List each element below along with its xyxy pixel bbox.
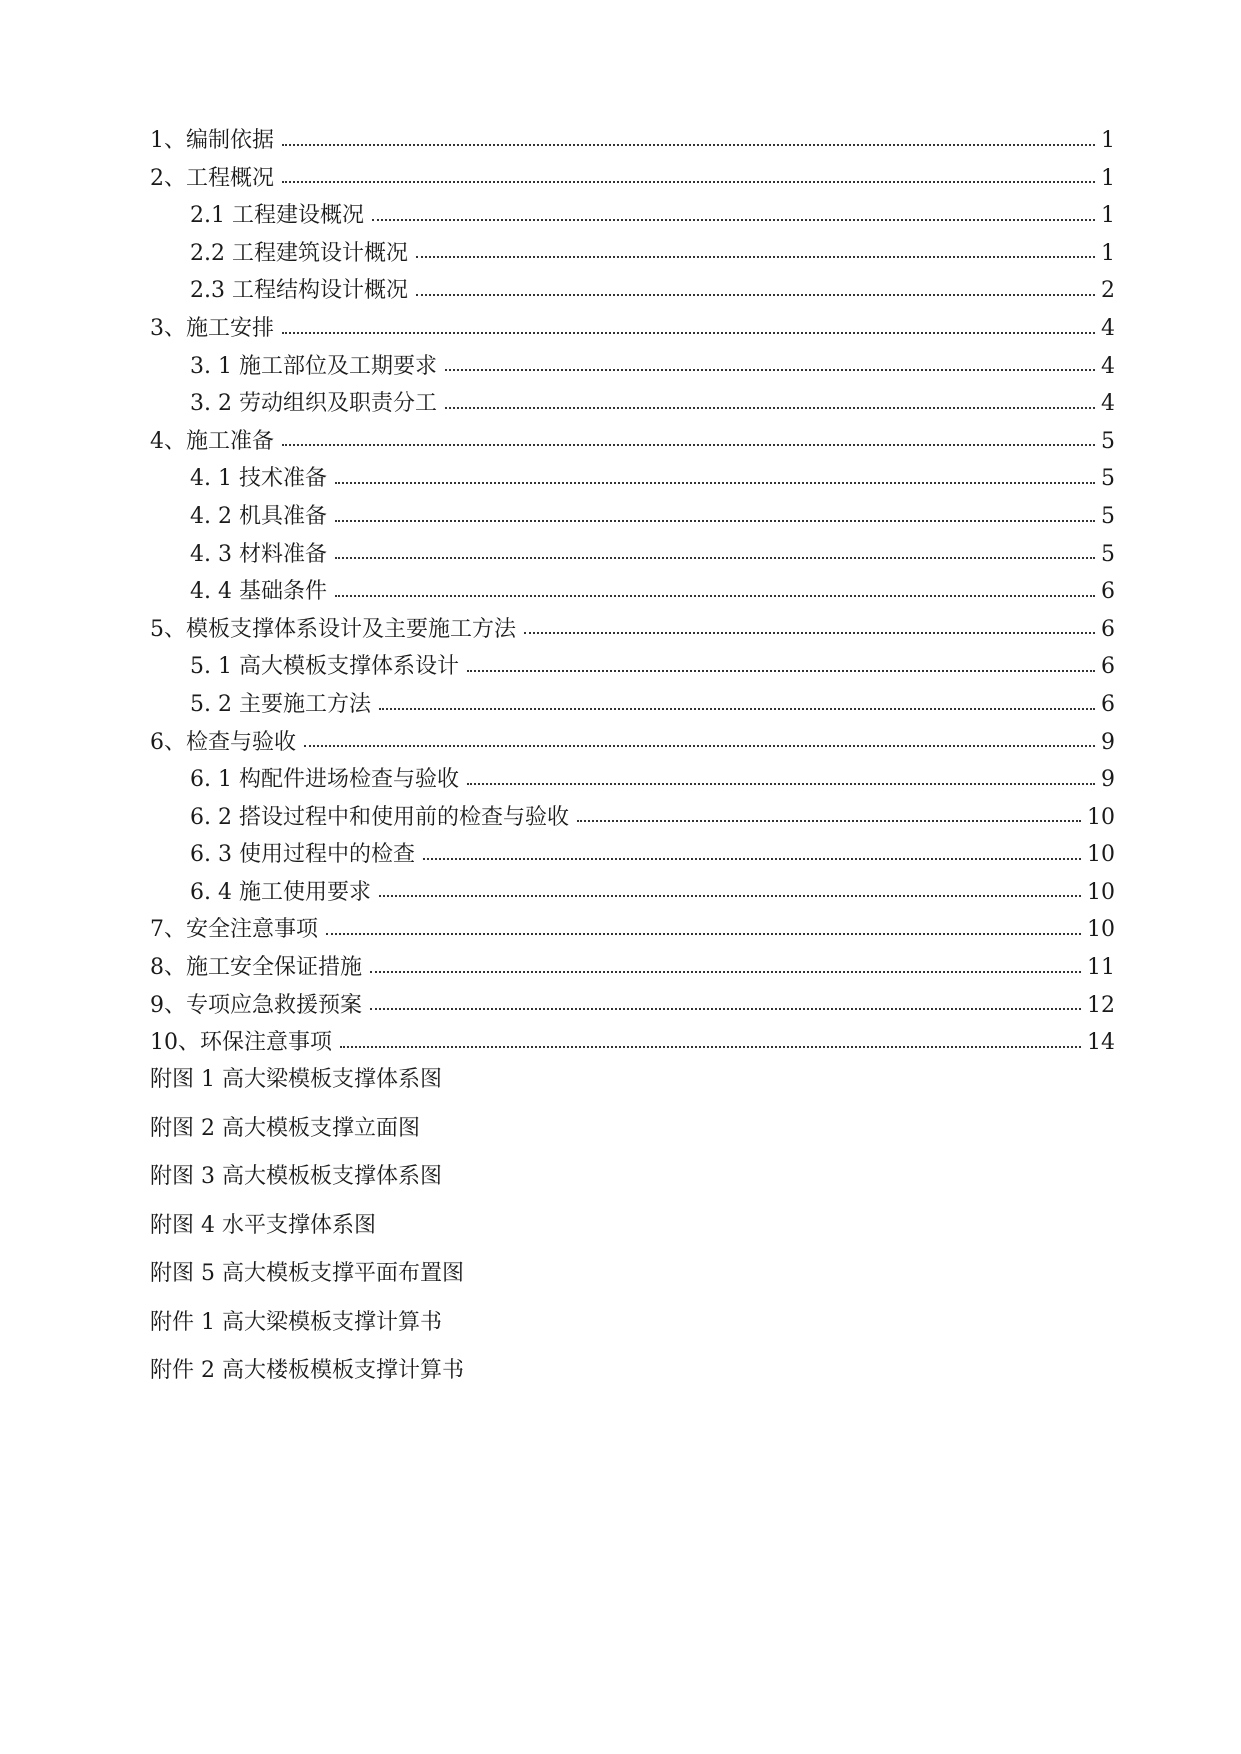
toc-entry-page: 1 — [1101, 165, 1115, 191]
toc-entry[interactable] — [150, 423, 1115, 461]
toc-entry-page: 10 — [1087, 842, 1115, 868]
toc-entry-page: 6 — [1101, 691, 1115, 717]
toc-leader-dots — [423, 858, 1081, 860]
toc-entry-title: 6. 4 施工使用要求 — [190, 879, 371, 905]
toc-leader-dots — [416, 256, 1095, 258]
toc-entry-page: 1 — [1101, 203, 1115, 229]
toc-entry-page: 10 — [1087, 804, 1115, 830]
toc-entry-page: 4 — [1101, 315, 1115, 341]
toc-entry-page: 5 — [1101, 428, 1115, 454]
toc-subentry[interactable] — [150, 573, 1115, 611]
toc-entry-page: 2 — [1101, 278, 1115, 304]
toc-subentry[interactable] — [150, 799, 1115, 837]
toc-entry-title: 9、专项应急救援预案 — [150, 992, 362, 1018]
toc-entry[interactable] — [150, 160, 1115, 198]
toc-entry-title: 3. 2 劳动组织及职责分工 — [190, 391, 437, 417]
toc-entry[interactable] — [150, 724, 1115, 762]
toc-leader-dots — [304, 745, 1095, 747]
toc-entry-title: 8、施工安全保证措施 — [150, 955, 362, 981]
toc-entry-page: 14 — [1087, 1030, 1115, 1056]
toc-subentry[interactable] — [150, 648, 1115, 686]
toc-entry-page: 10 — [1087, 917, 1115, 943]
toc-subentry[interactable] — [150, 348, 1115, 386]
toc-entry-title: 1、编制依据 — [150, 128, 274, 153]
toc-entry-page: 1 — [1101, 128, 1115, 153]
toc-entry-title: 6. 3 使用过程中的检查 — [190, 842, 415, 868]
appendix-item[interactable]: 附件 2 高大楼板模板支撑计算书 — [150, 1358, 464, 1383]
toc-subentry[interactable] — [150, 536, 1115, 574]
toc-leader-dots — [340, 1046, 1081, 1048]
toc-entry-title: 5. 2 主要施工方法 — [190, 691, 371, 717]
toc-leader-dots — [416, 294, 1095, 296]
toc-leader-dots — [326, 933, 1081, 935]
toc-entry-page: 9 — [1101, 729, 1115, 755]
toc-subentry[interactable] — [150, 498, 1115, 536]
toc-leader-dots — [445, 407, 1095, 409]
toc-leader-dots — [445, 369, 1095, 371]
toc-entry[interactable] — [150, 911, 1115, 949]
toc-leader-dots — [524, 632, 1095, 634]
toc-leader-dots — [467, 670, 1095, 672]
toc-entry-title: 4. 2 机具准备 — [190, 503, 327, 529]
toc-subentry[interactable] — [150, 686, 1115, 724]
appendix-item[interactable]: 附图 5 高大模板支撑平面布置图 — [150, 1261, 464, 1286]
toc-entry-title: 3. 1 施工部位及工期要求 — [190, 353, 437, 379]
toc-leader-dots — [282, 144, 1095, 146]
toc-leader-dots — [282, 444, 1095, 446]
toc-entry[interactable] — [150, 611, 1115, 649]
appendix-item[interactable]: 附件 1 高大梁模板支撑计算书 — [150, 1309, 442, 1335]
toc-subentry[interactable] — [150, 460, 1115, 498]
appendix-item[interactable]: 附图 2 高大模板支撑立面图 — [150, 1115, 420, 1141]
toc-subentry[interactable] — [150, 836, 1115, 874]
toc-entry-page: 4 — [1101, 391, 1115, 417]
toc-entry-page: 9 — [1101, 767, 1115, 793]
toc-leader-dots — [282, 332, 1095, 334]
toc-entry[interactable] — [150, 310, 1115, 348]
toc-entry-page: 1 — [1101, 240, 1115, 266]
toc-leader-dots — [335, 595, 1095, 597]
toc-entry-title: 5、模板支撑体系设计及主要施工方法 — [150, 616, 516, 642]
appendix-item[interactable]: 附图 3 高大模板板支撑体系图 — [150, 1164, 442, 1189]
toc-leader-dots — [335, 482, 1095, 484]
toc-entry-title: 7、安全注意事项 — [150, 917, 318, 943]
toc-subentry[interactable] — [150, 874, 1115, 912]
toc-leader-dots — [379, 708, 1095, 710]
toc-subentry[interactable] — [150, 197, 1115, 235]
table-of-contents — [150, 122, 1115, 1062]
toc-leader-dots — [370, 971, 1081, 973]
toc-entry-page: 6 — [1101, 654, 1115, 680]
toc-entry-title: 6. 2 搭设过程中和使用前的检查与验收 — [190, 804, 569, 830]
appendix-item[interactable]: 附图 1 高大梁模板支撑体系图 — [150, 1067, 442, 1092]
toc-entry[interactable] — [150, 987, 1115, 1025]
toc-entry-title: 3、施工安排 — [150, 315, 274, 341]
toc-leader-dots — [370, 1008, 1081, 1010]
toc-entry-title: 4. 1 技术准备 — [190, 466, 327, 492]
toc-entry-page: 6 — [1101, 579, 1115, 605]
toc-entry-title: 4. 3 材料准备 — [190, 541, 327, 567]
appendix-item[interactable]: 附图 4 水平支撑体系图 — [150, 1212, 376, 1238]
toc-entry-page: 4 — [1101, 353, 1115, 379]
toc-entry-title: 10、环保注意事项 — [150, 1030, 332, 1056]
toc-entry-title: 6、检查与验收 — [150, 729, 296, 755]
toc-leader-dots — [335, 557, 1095, 559]
toc-leader-dots — [335, 520, 1095, 522]
toc-entry-page: 5 — [1101, 466, 1115, 492]
toc-subentry[interactable] — [150, 272, 1115, 310]
toc-leader-dots — [282, 181, 1095, 183]
toc-entry-page: 12 — [1087, 992, 1115, 1018]
toc-entry-page: 11 — [1087, 955, 1115, 981]
toc-entry-page: 5 — [1101, 503, 1115, 529]
toc-entry-page: 6 — [1101, 616, 1115, 642]
toc-entry-title: 5. 1 高大模板支撑体系设计 — [190, 654, 459, 680]
toc-entry-title: 4. 4 基础条件 — [190, 579, 327, 605]
toc-entry-page: 10 — [1087, 879, 1115, 905]
toc-entry-title: 2.3 工程结构设计概况 — [190, 278, 408, 304]
toc-subentry[interactable] — [150, 385, 1115, 423]
toc-leader-dots — [467, 783, 1095, 785]
toc-leader-dots — [372, 219, 1095, 221]
toc-entry-title: 4、施工准备 — [150, 428, 274, 454]
toc-entry[interactable] — [150, 122, 1115, 160]
toc-entry[interactable] — [150, 949, 1115, 987]
toc-entry-title: 2.1 工程建设概况 — [190, 203, 364, 229]
toc-subentry[interactable] — [150, 761, 1115, 799]
toc-leader-dots — [577, 820, 1081, 822]
toc-leader-dots — [379, 895, 1081, 897]
toc-subentry[interactable] — [150, 235, 1115, 273]
appendix-list — [150, 1056, 850, 1396]
toc-entry-title: 2、工程概况 — [150, 165, 274, 191]
toc-entry-page: 5 — [1101, 541, 1115, 567]
toc-entry-title: 2.2 工程建筑设计概况 — [190, 240, 408, 266]
toc-entry-title: 6. 1 构配件进场检查与验收 — [190, 767, 459, 793]
